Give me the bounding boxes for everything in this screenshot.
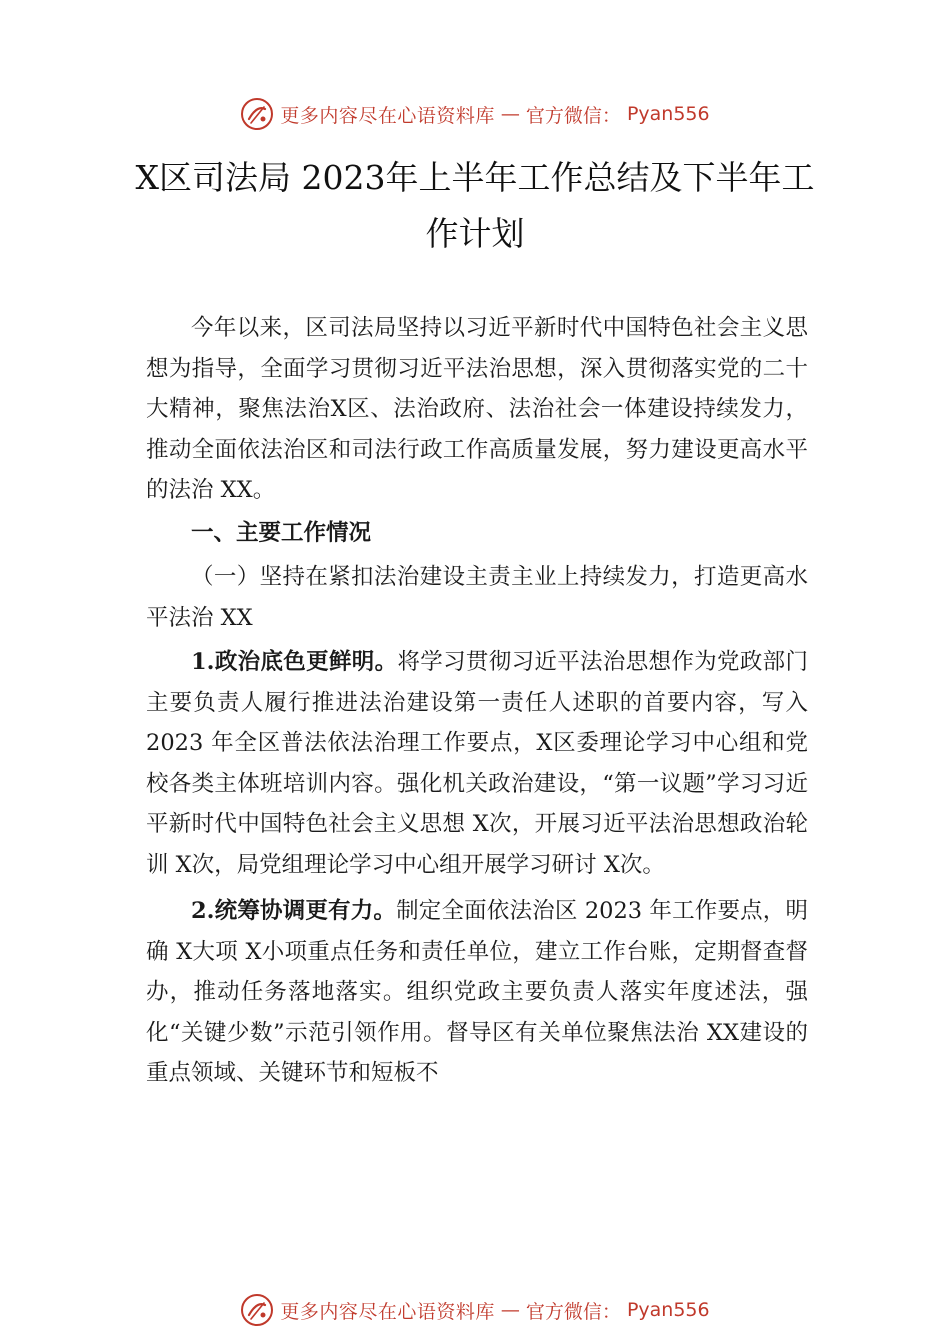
watermark-wechat-id: Pyan556 <box>626 103 710 125</box>
watermark-logo-icon <box>240 1293 274 1327</box>
item-2-lead: 2.统筹协调更有力。 <box>191 898 397 924</box>
subsection-heading: （一）坚持在紧扣法治建设主责主业上持续发力，打造更高水平法治 XX <box>146 564 808 631</box>
watermark-banner-bottom <box>0 1290 950 1330</box>
watermark-wechat-label: 官方微信： <box>525 104 621 127</box>
item-paragraph-2 <box>146 891 808 1094</box>
document-body <box>146 308 808 1094</box>
watermark-logo-icon <box>240 97 274 131</box>
document-title: X区司法局 2023年上半年工作总结及下半年工作计划 <box>135 158 815 253</box>
watermark-separator: — <box>500 103 520 125</box>
item-2-text: 制定全面依法治区 2023 年工作要点，明确 X大项 X小项重点任务和责任单位，建立工作台账，定期督查督办，推动任务落地落实。组织党政主要负责人落实年度述法，强化“关键少数”示范引领作用。督导区有关单位聚焦法治 XX建设的重点领域、关键环节和短板不 <box>146 898 808 1086</box>
item-1-lead: 1.政治底色更鲜明。 <box>191 649 398 675</box>
item-1-text: 将学习贯彻习近平法治思想作为党政部门主要负责人履行推进法治建设第一责任人述职的首要内容，写入 2023 年全区普法依法治理工作要点，X区委理论学习中心组和党校各类主体班培训内容。强化机关政治建设，“第一议题”学习习近平新时代中国特色社会主义思想 X次，开展习近平法治思想政治轮训 X次，局党组理论学习中心组开展学习研讨 X次。 <box>146 649 808 878</box>
watermark-separator: — <box>500 1299 520 1321</box>
watermark-banner-top <box>0 94 950 134</box>
intro-paragraph: 今年以来，区司法局坚持以习近平新时代中国特色社会主义思想为指导，全面学习贯彻习近平法治思想，深入贯彻落实党的二十大精神，聚焦法治X区、法治政府、法治社会一体建设持续发力，推动全面依法治区和司法行政工作高质量发展，努力建设更高水平的法治 XX。 <box>146 315 808 503</box>
watermark-wechat-label: 官方微信： <box>525 1300 621 1323</box>
watermark-wechat-id: Pyan556 <box>626 1299 710 1321</box>
watermark-text: 更多内容尽在心语资料库 <box>280 1300 495 1323</box>
section-heading: 一、主要工作情况 <box>191 519 372 546</box>
watermark-text: 更多内容尽在心语资料库 <box>280 104 495 127</box>
item-paragraph-1 <box>146 642 808 885</box>
